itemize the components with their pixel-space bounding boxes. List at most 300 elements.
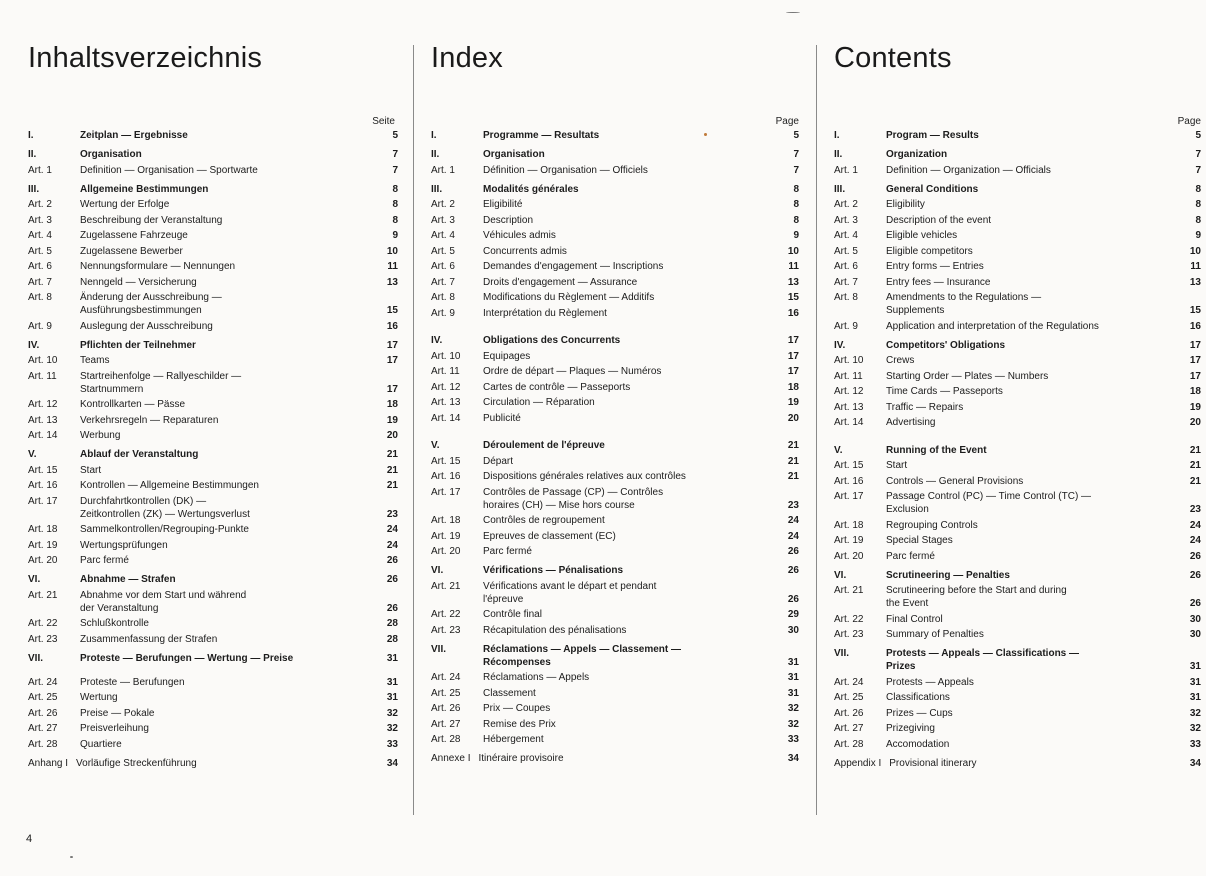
entry-number: Art. 6 [28,261,52,272]
entry-page: 17 [1189,355,1201,366]
entry-title: Controls — General Provisions [886,475,1024,487]
entry-page: 17 [787,335,799,346]
entry-title: Abnahme — Strafen [80,574,176,585]
entry-page: 31 [787,672,799,683]
entry-number: Annexe I [431,753,471,764]
entry-title: Réclamations — Appels — Classement — Récompenses [483,643,682,668]
toc-section-row [834,339,1201,352]
toc-article-row [28,370,398,396]
entry-number: Art. 16 [834,475,864,487]
entry-number: Art. 17 [431,486,461,498]
entry-page: 31 [787,687,799,699]
entry-title: Droits d'engagement — Assurance [483,276,638,288]
entry-page: 21 [787,455,799,467]
toc-article-row [431,164,799,177]
entry-title: Départ [483,455,514,467]
entry-page: 31 [386,692,398,703]
toc-article-row [431,702,799,715]
entry-page: 30 [1189,629,1201,640]
entry-title: Ordre de départ — Plaques — Numéros [483,366,662,377]
entry-page: 11 [1190,261,1201,272]
toc-article-row [431,307,799,320]
entry-page: 17 [386,383,398,395]
entry-page: 19 [386,414,398,426]
entry-title: Application and interpretation of the Regulations [886,320,1099,332]
entry-page: 20 [787,412,799,424]
toc-article-row [431,733,799,746]
toc-article-row [28,245,398,258]
toc-article-row [28,479,398,492]
entry-title: Concurrents admis [483,245,567,257]
entry-number: Art. 22 [834,613,864,625]
entry-number: III. [431,183,443,195]
entry-page: 31 [1189,661,1201,672]
toc-section-row [28,448,398,461]
entry-page: 24 [787,515,799,526]
entry-page: 32 [386,707,398,719]
toc-article-row [28,617,398,630]
entry-title: Durchfahrtkontrollen (DK) — Zeitkontrollen (ZK) — Wertungsverlust [80,495,250,520]
toc-article-row [28,523,398,536]
entry-page: 10 [386,245,398,257]
entry-page: 26 [787,565,799,576]
entry-number: Art. 4 [431,230,455,241]
entry-title: Protests — Appeals [886,676,974,688]
entry-page: 9 [1195,230,1201,241]
entry-title: Beschreibung der Veranstaltung [80,214,223,226]
entry-number: Art. 3 [431,214,455,226]
entry-number: Art. 19 [834,535,864,546]
toc-article-row [28,707,398,720]
toc-article-row [834,707,1201,720]
toc-section-row [431,129,799,142]
entry-page: 17 [787,350,799,362]
entry-number: Art. 20 [28,555,58,566]
toc-article-row [28,164,398,177]
toc-article-row [834,164,1201,177]
entry-page: 26 [1189,598,1201,609]
toc-article-row [834,459,1201,472]
entry-number: Art. 18 [431,515,461,526]
entry-title: Program — Results [886,130,979,141]
toc-section-row [431,148,799,161]
entry-page: 11 [387,261,398,272]
toc-section-row [431,439,799,452]
entry-page: 13 [787,276,799,288]
toc-article-row [28,354,398,367]
entry-number: Art. 9 [28,320,52,332]
toc-article-row [834,401,1201,414]
entry-page: 13 [1189,276,1201,288]
entry-title: Eligibility [886,199,925,210]
entry-title: Allgemeine Bestimmungen [80,183,209,195]
entry-page: 18 [787,381,799,393]
entry-title: Definition — Organisation — Sportwarte [80,164,258,176]
entry-page: 5 [793,130,799,141]
toc-article-row [431,291,799,304]
entry-title: Starting Order — Plates — Numbers [886,370,1049,382]
entry-title: Classifications [886,692,950,703]
toc-article-row [834,613,1201,626]
entry-title: Quartiere [80,738,122,750]
entry-page: 19 [787,397,799,408]
entry-number: Art. 18 [28,524,58,535]
entry-page: 24 [386,539,398,551]
entry-page: 34 [386,757,398,769]
toc-article-row [431,608,799,621]
entry-title: Organisation [80,149,142,160]
entry-number: Art. 23 [28,633,58,645]
entry-number: Art. 25 [28,692,58,703]
entry-title: Classement [483,687,536,699]
toc-article-row [28,464,398,477]
entry-page: 21 [386,449,398,460]
toc-section-row [28,573,398,586]
toc-article-row [834,370,1201,383]
entry-number: Art. 15 [431,455,461,467]
entry-number: Art. 7 [431,276,455,288]
toc-article-row [28,291,398,317]
entry-title: Contrôle final [483,609,542,620]
entry-number: III. [28,183,40,195]
toc-article-row [28,276,398,289]
entry-page: 30 [1189,613,1201,625]
entry-title: Vérifications avant le départ et pendant l'épreuve [483,580,657,605]
entry-title: Cartes de contrôle — Passeports [483,381,631,393]
toc-section-row [431,334,799,347]
entry-number: Art. 25 [431,687,461,699]
entry-title: Wertungsprüfungen [80,539,168,551]
toc-article-row [28,738,398,751]
toc-section-row [431,643,799,669]
entry-page: 26 [386,555,398,566]
entry-title: Description of the event [886,214,992,226]
entry-title: Modifications du Règlement — Additifs [483,292,655,303]
toc-article-row [431,322,799,328]
entry-title: General Conditions [886,183,979,195]
entry-number: Art. 11 [431,366,460,377]
entry-number: Art. 28 [431,734,461,745]
entry-page: 16 [787,307,799,319]
entry-number: V. [431,440,440,451]
entry-page: 26 [1189,569,1201,581]
entry-number: Art. 12 [834,386,864,397]
paper-speck [70,856,73,858]
entry-page: 31 [1189,692,1201,703]
entry-number: Art. 17 [834,491,864,502]
entry-title: Description [483,214,534,226]
entry-number: V. [28,449,37,460]
entry-page: 21 [1189,460,1201,471]
toc-section-row [834,129,1201,142]
toc-article-row [431,229,799,242]
entry-page: 34 [1189,757,1201,769]
entry-number: V. [834,444,843,456]
toc-article-row [431,470,799,483]
entry-title: Interprétation du Règlement [483,307,607,319]
column-english [834,0,1201,820]
toc-article-row [431,198,799,211]
entry-title: Nennungsformulare — Nennungen [80,261,236,272]
entry-page: 15 [787,292,799,303]
paper-speck [786,12,800,13]
entry-title: Prizegiving [886,723,935,734]
entry-number: Art. 4 [834,230,858,241]
entry-title: Verkehrsregeln — Reparaturen [80,414,219,426]
toc-article-row [834,519,1201,532]
entry-title: Crews [886,355,915,366]
entry-number: Art. 5 [431,245,455,257]
toc-section-row [834,647,1201,673]
entry-number: Art. 10 [431,350,461,362]
toc-article-row [834,490,1201,516]
entry-title: Schlußkontrolle [80,618,149,629]
entry-page: 5 [1195,130,1201,141]
entry-number: Art. 18 [834,519,864,531]
entry-page: 33 [1189,738,1201,750]
entry-number: III. [834,183,846,195]
entry-page: 20 [1189,417,1201,428]
entry-number: Art. 8 [431,292,455,303]
toc-article-row [431,260,799,273]
toc-article-row [834,260,1201,273]
toc-section-row [834,444,1201,457]
entry-page: 32 [787,703,799,714]
entry-page: 31 [386,676,398,688]
entry-title: Wertung der Erfolge [80,199,170,210]
entry-number: IV. [28,339,40,351]
entry-number: Art. 10 [834,355,864,366]
entry-title: Werbung [80,430,121,441]
entry-number: VI. [834,569,847,581]
toc-article-row [834,676,1201,689]
entry-page: 32 [386,723,398,734]
entry-page: 8 [392,214,398,226]
entry-title: Preise — Pokale [80,707,155,719]
entry-number: Art. 11 [834,370,863,382]
entry-title: Kontrollen — Allgemeine Bestimmungen [80,480,259,491]
toc-article-row [28,320,398,333]
entry-title: Entry fees — Insurance [886,276,991,288]
entry-page: 24 [1189,535,1201,546]
entry-number: Art. 2 [28,199,52,210]
entry-number: Art. 11 [28,370,57,382]
toc-article-row [28,229,398,242]
entry-number: I. [431,130,437,141]
toc-article-row [28,633,398,646]
toc-article-row [431,365,799,378]
entry-number: Art. 5 [834,245,858,257]
toc-article-row [28,676,398,689]
entry-number: Art. 23 [834,629,864,640]
toc-article-row [431,545,799,558]
column-title: Contents [834,42,952,74]
paper-speck [704,133,707,136]
entry-page: 19 [1189,401,1201,413]
toc-article-row [834,550,1201,563]
toc-article-row [834,229,1201,242]
entry-title: Zusammenfassung der Strafen [80,633,218,645]
entry-number: Art. 4 [28,230,52,241]
entry-title: Traffic — Repairs [886,401,964,413]
entry-number: Art. 2 [834,199,858,210]
toc-appendix-row [28,757,398,770]
entry-title: Regrouping Controls [886,519,978,531]
entry-title: Pflichten der Teilnehmer [80,339,196,351]
entry-page: 33 [386,738,398,750]
entry-page: 24 [787,530,799,542]
toc-article-row [431,514,799,527]
entry-title: Vorläufige Streckenführung [76,757,197,769]
toc-entries [431,129,799,768]
entry-title: Definition — Organization — Officials [886,164,1051,176]
entry-page: 17 [1189,370,1201,382]
entry-page: 15 [1189,305,1201,316]
entry-page: 21 [386,480,398,491]
entry-title: Änderung der Ausschreibung — Ausführungsbestimmungen [80,292,222,316]
toc-article-row [431,412,799,425]
page-column-label: Seite [372,116,395,127]
entry-number: VI. [431,565,444,576]
entry-page: 28 [386,633,398,645]
toc-article-row [431,455,799,468]
entry-title: Time Cards — Passeports [886,386,1003,397]
toc-section-row [431,564,799,577]
entry-title: Modalités générales [483,183,579,195]
toc-article-row [28,495,398,521]
entry-title: Définition — Organisation — Officiels [483,164,648,176]
entry-page: 32 [1189,707,1201,719]
entry-page: 8 [1195,214,1201,226]
entry-number: Art. 27 [28,723,58,734]
toc-article-row [28,414,398,427]
toc-article-row [834,354,1201,367]
toc-article-row [431,396,799,409]
entry-title: Start [886,460,908,471]
entry-title: Abnahme vor dem Start und während der Veranstaltung [80,589,247,614]
entry-number: Art. 24 [431,672,461,683]
entry-title: Organization [886,149,948,160]
entry-number: Art. 9 [834,320,858,332]
entry-number: IV. [834,339,846,351]
entry-title: Teams [80,355,110,366]
toc-article-row [28,198,398,211]
entry-title: Startreihenfolge — Rallyeschilder — Startnummern [80,370,242,395]
entry-number: Art. 19 [28,539,58,551]
entry-number: Art. 13 [431,397,461,408]
entry-page: 23 [1189,504,1201,515]
entry-title: Nenngeld — Versicherung [80,276,197,288]
entry-page: 9 [392,230,398,241]
entry-number: Art. 13 [28,414,58,426]
toc-article-row [431,427,799,433]
entry-title: Hébergement [483,734,544,745]
entry-number: VII. [834,648,850,659]
toc-article-row [28,214,398,227]
entry-number: Art. 6 [834,261,858,272]
entry-page: 8 [793,183,799,195]
entry-title: Proteste — Berufungen — Wertung — Preise [80,652,294,664]
toc-article-row [28,589,398,615]
entry-title: Auslegung der Ausschreibung [80,320,213,332]
column-title: Index [431,42,503,74]
entry-number: Art. 19 [431,530,461,542]
toc-article-row [834,276,1201,289]
entry-page: 5 [392,130,398,141]
toc-entries [834,129,1201,772]
entry-page: 17 [787,366,799,377]
entry-page: 32 [1189,723,1201,734]
entry-title: Dispositions générales relatives aux contrôles [483,471,686,482]
entry-number: Art. 25 [834,692,864,703]
entry-page: 7 [793,164,799,176]
entry-title: Eligibilité [483,199,523,210]
entry-title: Parc fermé [886,550,935,562]
entry-title: Eligible vehicles [886,230,958,241]
toc-article-row [431,214,799,227]
entry-title: Provisional itinerary [889,757,977,769]
entry-number: Art. 21 [431,580,461,592]
toc-article-row [834,320,1201,333]
entry-title: Competitors' Obligations [886,339,1006,351]
entry-title: Parc fermé [80,555,129,566]
entry-page: 7 [392,149,398,160]
entry-title: Zugelassene Fahrzeuge [80,230,188,241]
entry-page: 8 [793,214,799,226]
entry-page: 28 [386,618,398,629]
entry-title: Organisation [483,149,545,160]
toc-article-row [28,429,398,442]
entry-page: 24 [1189,519,1201,531]
toc-appendix-row [431,752,799,765]
entry-number: Art. 22 [431,609,461,620]
entry-page: 8 [392,199,398,210]
toc-article-row [834,245,1201,258]
entry-number: Art. 22 [28,618,58,629]
entry-number: II. [28,149,37,160]
toc-section-row [834,148,1201,161]
entry-title: Equipages [483,350,531,362]
entry-title: Entry forms — Entries [886,261,984,272]
entry-page: 32 [787,718,799,730]
entry-title: Amendments to the Regulations — Supplements [886,292,1042,316]
entry-title: Itinéraire provisoire [478,753,564,764]
toc-article-row [28,398,398,411]
entry-page: 21 [787,471,799,482]
entry-page: 13 [386,276,398,288]
entry-number: Art. 16 [28,480,58,491]
entry-number: Art. 21 [28,589,58,601]
entry-number: Appendix I [834,757,882,769]
entry-title: Advertising [886,417,936,428]
toc-article-row [431,687,799,700]
column-divider [816,45,817,815]
entry-number: Anhang I [28,757,69,769]
column-divider [413,45,414,815]
entry-number: Art. 20 [431,546,461,557]
entry-page: 21 [1189,475,1201,487]
toc-article-row [431,530,799,543]
entry-number: VI. [28,574,41,585]
entry-title: Véhicules admis [483,230,556,241]
entry-page: 7 [1195,164,1201,176]
entry-number: VII. [28,652,44,664]
toc-article-row [834,722,1201,735]
toc-section-row [834,183,1201,196]
entry-title: Publicité [483,412,521,424]
entry-page: 7 [1195,149,1201,160]
entry-page: 10 [1189,245,1201,257]
